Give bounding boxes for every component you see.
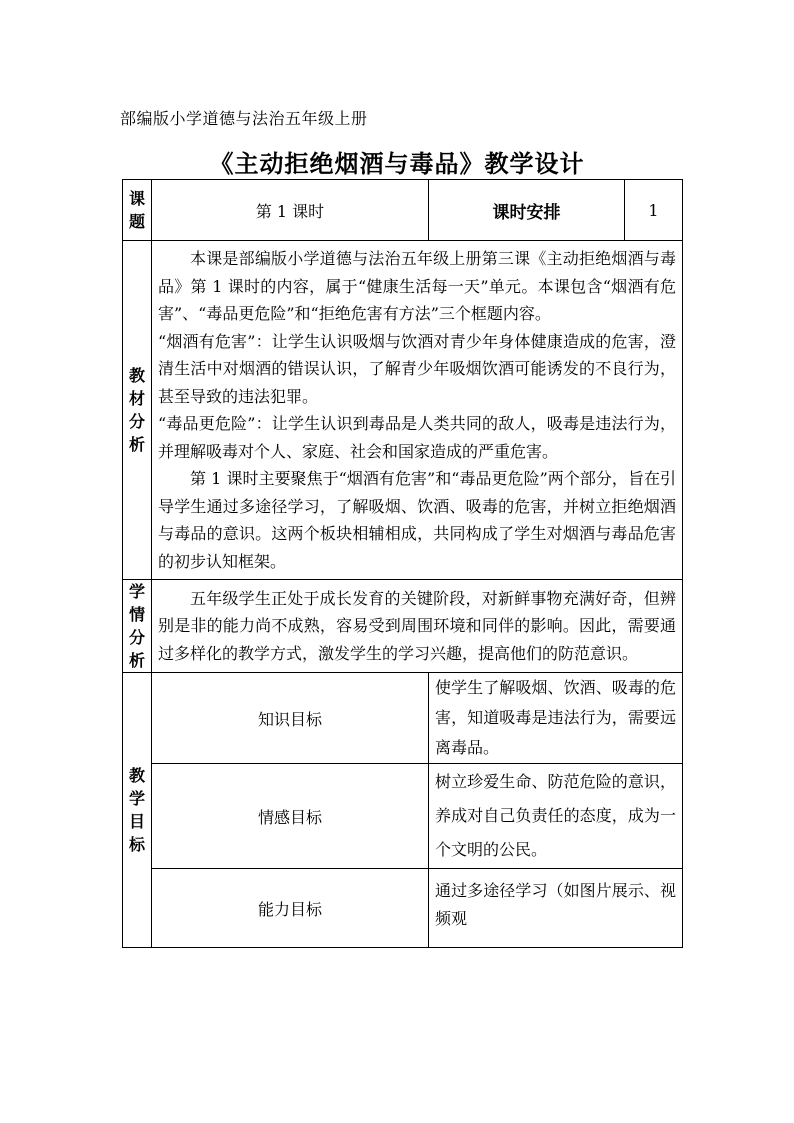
label-char: 学 [128, 789, 145, 808]
arrangement-value-cell [625, 180, 683, 241]
material-analysis-label [123, 241, 152, 580]
objective-text: 树立珍爱生命、防范危险的意识，养成对自己负责任的态度，成为一个文明的公民。 [435, 772, 677, 859]
student-analysis-text: 五年级学生正处于成长发育的关键阶段，对新鲜事物充满好奇，但辨别是非的能力尚不成熟，容易受到周围环境和同伴的影响。因此，需要通过多样化的教学方式，激发学生的学习兴趣，提高他们的防范意识。 [158, 588, 677, 663]
student-analysis-label [123, 580, 152, 673]
arrangement-label-cell [429, 180, 625, 241]
objective-text-cell [429, 764, 683, 869]
arrangement-label: 课时安排 [492, 202, 561, 223]
analysis-paragraph: “毒品更危险”：让学生认识到毒品是人类共同的敌人，吸毒是违法行为，并理解吸毒对个人、家庭、社会和国家造成的严重危害。 [158, 414, 677, 461]
objective-text: 使学生了解吸烟、饮酒、吸毒的危害，知道吸毒是违法行为，需要远离毒品。 [435, 678, 677, 757]
objective-name-cell [152, 673, 429, 764]
analysis-paragraph: “烟酒有危害”：让学生认识吸烟与饮酒对青少年身体健康造成的危害，澄清生活中对烟酒的错误认识，了解青少年吸烟饮酒可能诱发的不良行为，甚至导致的违法犯罪。 [158, 331, 677, 406]
lesson-cell [152, 180, 429, 241]
material-analysis-row [123, 241, 683, 580]
objective-name-cell [152, 764, 429, 869]
objective-name-cell [152, 869, 429, 948]
objective-name: 知识目标 [258, 709, 323, 729]
label-char: 标 [128, 835, 145, 854]
student-analysis-row [123, 580, 683, 673]
label-char: 学 [128, 582, 145, 601]
document-title: 《主动拒绝烟酒与毒品》教学设计 [209, 150, 585, 178]
label-char: 材 [128, 389, 145, 408]
lesson-value: 第 1 课时 [255, 201, 325, 221]
objective-text: 通过多途径学习（如图片展示、视频观 [435, 881, 677, 928]
label-char: 析 [128, 435, 145, 454]
objective-name: 情感目标 [258, 807, 323, 827]
label-char: 情 [128, 605, 145, 624]
label-char: 析 [128, 651, 145, 670]
objectives-label [123, 673, 152, 948]
arrangement-value: 1 [648, 200, 659, 220]
document-subtitle: 部编版小学道德与法治五年级上册 [120, 109, 368, 128]
topic-label [123, 180, 152, 241]
objective-row-emotion [123, 764, 683, 869]
label-char: 目 [128, 812, 145, 831]
material-analysis-content [152, 241, 683, 580]
label-char: 分 [128, 628, 145, 647]
topic-row [123, 180, 683, 241]
objective-row-knowledge [123, 673, 683, 764]
label-char: 分 [128, 412, 145, 431]
analysis-paragraph: 本课是部编版小学道德与法治五年级上册第三课《主动拒绝烟酒与毒品》第 1 课时的内容，属于“健康生活每一天”单元。本课包含“烟酒有危害”、“毒品更危险”和“拒绝危害有方法”三个框题内容。 [158, 249, 677, 323]
student-analysis-content [152, 580, 683, 673]
objective-name: 能力目标 [258, 899, 323, 919]
lesson-plan-table [122, 179, 683, 948]
objective-row-ability [123, 869, 683, 948]
objective-text-cell [429, 869, 683, 948]
label-char: 教 [128, 366, 145, 385]
analysis-paragraph: 第 1 课时主要聚焦于“烟酒有危害”和“毒品更危险”两个部分，旨在引导学生通过多途径学习，了解吸烟、饮酒、吸毒的危害，并树立拒绝烟酒与毒品的意识。这两个板块相辅相成，共同构成了学生对烟酒与毒品危害的初步认知框架。 [158, 469, 677, 571]
label-char: 教 [128, 766, 145, 785]
label-char: 课 [128, 189, 145, 208]
objective-text-cell [429, 673, 683, 764]
label-char: 题 [128, 212, 145, 231]
